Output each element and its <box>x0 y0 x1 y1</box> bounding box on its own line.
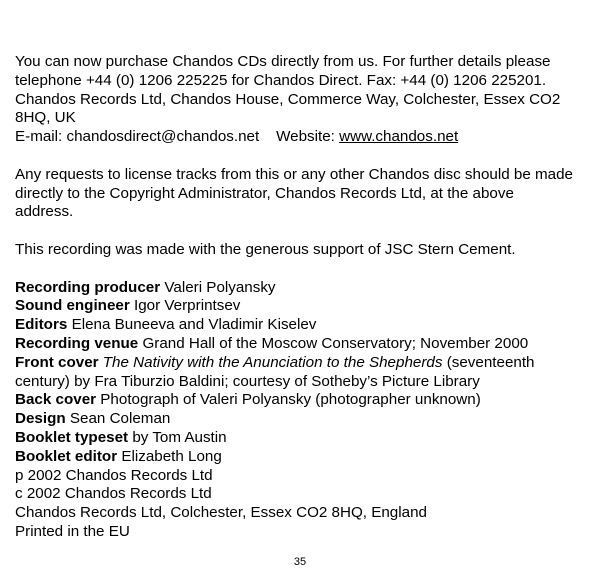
license-line-3: address. <box>15 203 74 221</box>
phonogram-notice: p 2002 Chandos Records Ltd <box>15 466 213 484</box>
credit-value: Photograph of Valeri Polyansky (photographer unknown) <box>100 391 481 409</box>
license-line-1: Any requests to license tracks from this or any other Chandos disc should be made <box>15 165 573 183</box>
credit-value: Elena Buneeva and Vladimir Kiselev <box>71 316 317 334</box>
credits-section <box>15 279 599 542</box>
credit-typeset <box>15 429 599 448</box>
purchase-line-1: You can now purchase Chandos CDs directly from us. For further details please <box>15 53 551 70</box>
credit-booklet-editor <box>15 448 599 467</box>
purchase-line-4: 8HQ, UK <box>15 109 76 127</box>
copyright-notice: c 2002 Chandos Records Ltd <box>15 485 212 503</box>
credit-label: Back cover <box>15 391 97 409</box>
license-section <box>15 166 599 222</box>
credit-venue <box>15 335 599 354</box>
contact-line <box>15 128 599 147</box>
company-address: Chandos Records Ltd, Colchester, Essex CO2 8HQ, England <box>15 504 427 522</box>
credit-label: Recording producer <box>15 278 161 296</box>
page-content <box>15 53 599 542</box>
printed-notice: Printed in the EU <box>15 522 130 540</box>
credit-value: Valeri Polyansky <box>164 278 276 296</box>
credit-label: Editors <box>15 316 68 334</box>
credit-producer <box>15 279 599 298</box>
purchase-line-3: Chandos Records Ltd, Chandos House, Commerce Way, Colchester, Essex CO2 <box>15 90 561 108</box>
credit-label: Booklet typeset <box>15 428 129 446</box>
credit-label: Front cover <box>15 353 99 371</box>
credit-back-cover <box>15 391 599 410</box>
artwork-title: The Nativity with the Anunciation to the Shepherds <box>102 353 443 371</box>
page-number: 35 <box>293 556 307 568</box>
credit-label: Booklet editor <box>15 447 118 465</box>
purchase-section <box>15 53 599 147</box>
license-line-2: directly to the Copyright Administrator, Chandos Records Ltd, at the above <box>15 184 514 202</box>
purchase-line-2: telephone +44 (0) 1206 225225 for Chandos Direct. Fax: +44 (0) 1206 225201. <box>15 71 547 89</box>
credit-value: Elizabeth Long <box>121 447 222 465</box>
credit-label: Sound engineer <box>15 297 130 315</box>
credit-front-cover-cont: century) by Fra Tiburzio Baldini; courtesy of Sotheby’s Picture Library <box>15 372 480 390</box>
credit-front-cover <box>15 354 599 373</box>
credit-value: by Tom Austin <box>132 428 227 446</box>
credit-value: Igor Verprintsev <box>134 297 241 315</box>
credit-value: Grand Hall of the Moscow Conservatory; November 2000 <box>142 334 529 352</box>
credit-value: (seventeenth <box>446 353 535 371</box>
credit-design <box>15 410 599 429</box>
credit-engineer <box>15 297 599 316</box>
website-label: Website: <box>276 128 335 146</box>
credit-editors <box>15 316 599 335</box>
website-link[interactable]: www.chandos.net <box>339 128 459 146</box>
credit-label: Recording venue <box>15 334 139 352</box>
email-text: E-mail: chandosdirect@chandos.net <box>15 128 260 146</box>
credit-label: Design <box>15 410 66 428</box>
support-note: This recording was made with the generous support of JSC Stern Cement. <box>15 240 516 258</box>
credit-value: Sean Coleman <box>69 410 171 428</box>
